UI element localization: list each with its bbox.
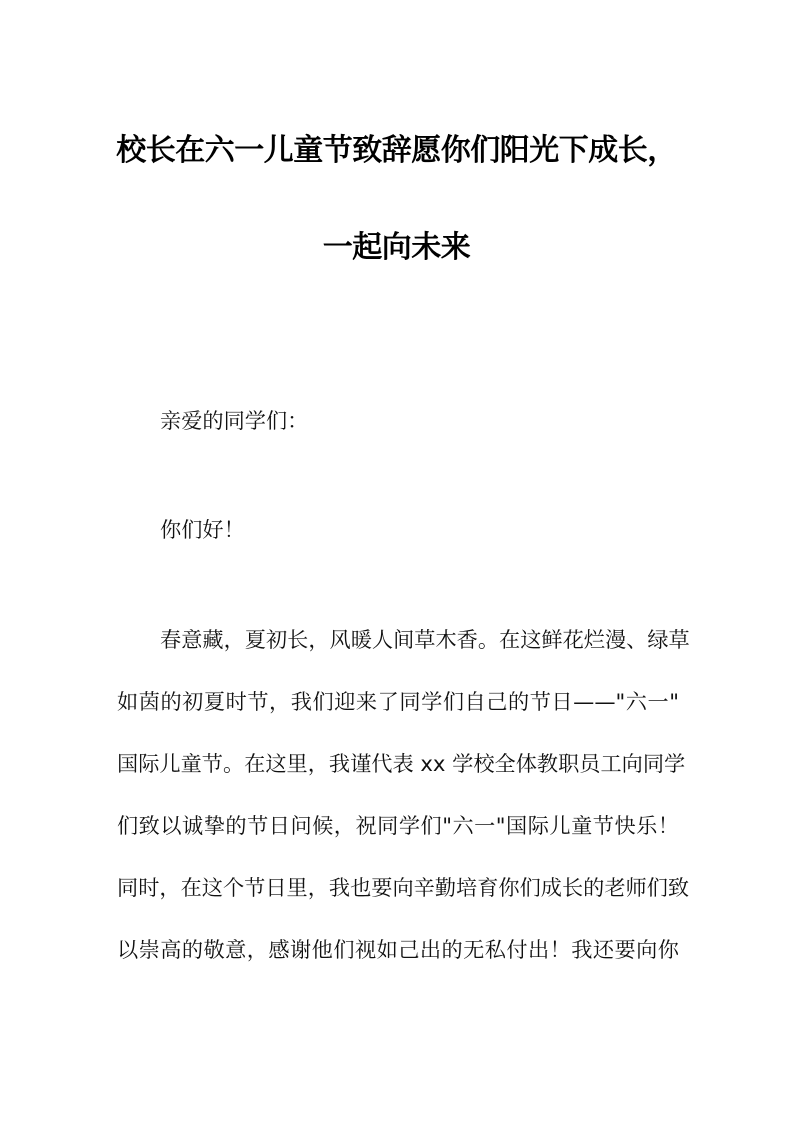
body-line-4: 们致以诚挚的节日问候，祝同学们"六一"国际儿童节快乐！	[117, 813, 679, 838]
body-line-5: 同时，在这个节日里，我也要向辛勤培育你们成长的老师们致	[117, 875, 690, 900]
body-line-1: 春意藏，夏初长，风暖人间草木香。在这鲜花烂漫、绿草	[160, 627, 690, 652]
body-line-2: 如茵的初夏时节，我们迎来了同学们自己的节日——"六一"	[117, 689, 679, 714]
document-title-line-2: 一起向未来	[322, 230, 471, 265]
body-line-6: 以崇高的敬意，感谢他们视如己出的无私付出！我还要向你	[117, 937, 679, 962]
document-title-line-1: 校长在六一儿童节致辞愿你们阳光下成长，	[116, 133, 677, 168]
greeting: 你们好！	[160, 517, 245, 542]
salutation: 亲爱的同学们：	[160, 408, 309, 433]
body-line-3: 国际儿童节。在这里，我谨代表 xx 学校全体教职员工向同学	[117, 751, 686, 776]
